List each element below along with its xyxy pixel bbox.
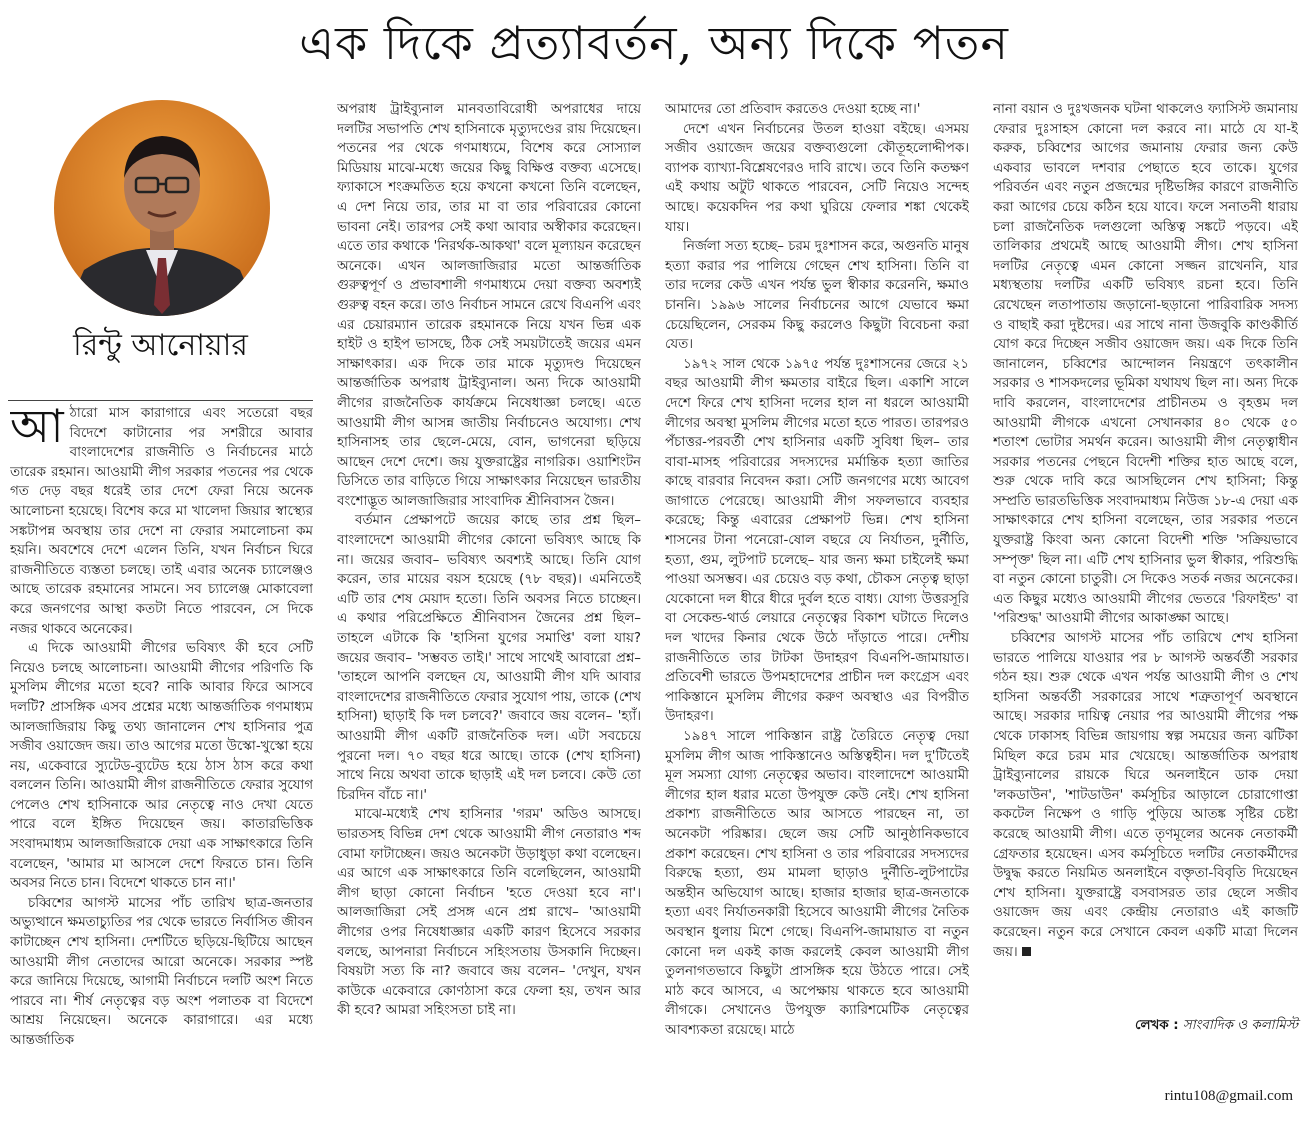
article-column-1 (10, 404, 313, 1114)
author-role-label: লেখক : (1135, 1018, 1179, 1033)
author-credit (993, 1016, 1298, 1036)
article-paragraph: আঠারো মাস কারাগারে এবং সতেরো বছর বিদেশে কাটানোর পর সশরীরে আবার বাংলাদেশের রাজনীতি ও নির্বাচনের মাঠে তারেক রহমান। আওয়ামী লীগ সরকার পতনের পর থেকে গত দেড় বছর ধরেই তার দেশে ফেরা নিয়ে অনেক আলোচনা হয়েছে। বিশেষ করে মা খালেদা জিয়ার স্বাস্থ্যের সঙ্কটাপন্ন অবস্থায় তার দেশে না ফেরার সমালোচনা কম হয়নি। অবশেষে দেশে এলেন তিনি, যখন নির্বাচন ঘিরে রাজনীতিতে ব্যস্ততা চলছে। তাই এবার অনেক চ্যালেঞ্জও আছে তারেক রহমানের সামনে। সব চ্যালেঞ্জ মোকাবেলা করে জনগণের আস্থা কতটা নিতে পারবেন, সে দিকে নজর থাকবে অনেকের। (10, 404, 313, 637)
article-paragraph: দেশে এখন নির্বাচনের উতল হাওয়া বইছে। এসময় সজীব ওয়াজেদ জয়ের বক্তব্যগুলো কৌতূহলোদ্দীপক। ব্যাপক ব্যাখ্যা-বিশ্লেষণেরও দাবি রাখে। তবে তিনি কতক্ষণ এই কথায় অটুট থাকতে পারবেন, সেটি নিয়েও সন্দেহ আছে। কয়েকদিন পর কথা ঘুরিয়ে ফেলার শঙ্কা থেকেই যায়। (665, 121, 969, 235)
article-paragraph: ১৯৪৭ সালে পাকিস্তান রাষ্ট্র তৈরিতে নেতৃত্ব দেয়া মুসলিম লীগ আজ পাকিস্তানেও অস্তিত্বহীন। দল দু'টিতেই মূল সমস্যা যোগ্য নেতৃত্বের অভাব। বাংলাদেশে আওয়ামী লীগের হাল ধরার মতো উপযুক্ত কেউ নেই। শেখ হাসিনা প্রকাশ্য রাজনীতিতে আর আসতে পারছেন না, তা অনেকটা পরিষ্কার। ছেলে জয় সেটি আনুষ্ঠানিকভাবে প্রকাশ করেছেন। শেখ হাসিনা ও তার পরিবারের সদস্যদের বিরুদ্ধে হত্যা, গুম মামলা ছাড়াও দুর্নীতি-লুটপাটের অন্তহীন অভিযোগ আছে। হাজার হাজার ছাত্র-জনতাকে হত্যা এবং নির্যাতনকারী হিসেবে আওয়ামী লীগের নৈতিক অবস্থান ধুলায় মিশে গেছে। বিএনপি-জামায়াত বা নতুন কোনো দল একই কাজ করলেই কেবল আওয়ামী লীগ তুলনাগতভাবে কিছুটা প্রাসঙ্গিক হয়ে উঠতে পারে। সেই মাঠ কবে আসবে, এ অপেক্ষায় থাকতে হবে আওয়ামী লীগকে। সেখানেও উপযুক্ত ক্যারিশমেটিক নেতৃত্বের আবশ্যকতা রয়েছে। মাঠে (665, 729, 969, 1038)
author-role: সাংবাদিক ও কলামিস্ট (1182, 1018, 1298, 1033)
article-paragraph: মাঝে-মধ্যেই শেখ হাসিনার 'গরম' অডিও আসছে। ভারতসহ বিভিন্ন দেশ থেকে আওয়ামী লীগ নেতারাও শব্দ বোমা ফাটাচ্ছেন। জয়ও অনেকটা উড়াধুড়া কথা বলেছেন। এর আগে এক সাক্ষাৎকারে তিনি বলেছিলেন, আওয়ামী লীগ ছাড়া কোনো নির্বাচন 'হতে দেওয়া হবে না'। আলজাজিরা সেই প্রসঙ্গ এনে প্রশ্ন রাখে– 'আওয়ামী লীগের ওপর নিষেধাজ্ঞার একটি কারণ হিসেবে সরকার বলছে, আপনারা নির্বাচনে সহিংসতায় উসকানি দিচ্ছেন। বিষয়টা সত্য কি না? জবাবে জয় বলেন– 'দেখুন, যখন কাউকে একেবারে কোণঠাসা করে ফেলা হয়, তখন আর কী হবে? আমরা সহিংসতা চাই না। (337, 807, 641, 1019)
article-paragraph: ১৯৭২ সাল থেকে ১৯৭৫ পর্যন্ত দুঃশাসনের জেরে ২১ বছর আওয়ামী লীগ ক্ষমতার বাইরে ছিল। একাশি সালে দেশে ফিরে শেখ হাসিনা দলের হাল না ধরলে আওয়ামী লীগের অবস্থা মুসলিম লীগের মতো হতে পারত। তারপরও পঁচাত্তর-পরবর্তী শেখ হাসিনার একটি সুবিধা ছিল– তার বাবা-মাসহ পরিবারের সদস্যদের মর্মান্তিক হত্যা জাতির কাছে বারবার নিবেদন করা। সেটি জনগণের মধ্যে আবেগ জাগাতে পেরেছে। আওয়ামী লীগ সফলভাবে ব্যবহার করেছে; কিন্তু এবারের প্রেক্ষাপট ভিন্ন। শেখ হাসিনা শাসনের টানা পনেরো-ষোল বছরে যে নির্যাতন, দুর্নীতি, হত্যা, গুম, লুটপাট চলেছে– যার জন্য ক্ষমা চাইলেই ক্ষমা পাওয়া অসম্ভব। এর চেয়েও বড় কথা, চৌকস নেতৃত্ব ছাড়া যেকোনো দল ধীরে ধীরে দুর্বল হতে বাধ্য। যোগ্য উত্তরসূরি বা সেকেন্ড-থার্ড লেয়ারে নেতৃত্বের বিকাশ ঘটাতে দিলেও দল খাদের কিনার থেকে উঠে দাঁড়াতে পারে। দেশীয় রাজনীতিতে তার টাটকা উদাহরণ বিএনপি-জামায়াত। প্রতিবেশী ভারতে উপমহাদেশের প্রাচীন দল কংগ্রেস এবং পাকিস্তানে মুসলিম লীগের করুণ অবস্থাও এর বিপরীত উদাহরণ। (665, 356, 969, 725)
article-column-3 (665, 100, 969, 1114)
headline: এক দিকে প্রত্যাবর্তন, অন্য দিকে পতন (299, 16, 1009, 70)
article-paragraph: বর্তমান প্রেক্ষাপটে জয়ের কাছে তার প্রশ্ন ছিল– বাংলাদেশে আওয়ামী লীগের কোনো ভবিষ্যৎ আছে কি না। জয়ের জবাব– ভবিষ্যৎ অবশ্যই আছে। তিনি যোগ করেন, তার মায়ের বয়স হয়েছে (৭৮ বছর)। এমনিতেই এটি তার শেষ মেয়াদ হতো। তিনি অবসর নিতে চাচ্ছেন। এ কথার পরিপ্রেক্ষিতে শ্রীনিবাসন জৈনের প্রশ্ন ছিল– তাহলে এটাকে কি 'হাসিনা যুগের সমাপ্তি' বলা যায়? জয়ের জবাব– 'সম্ভবত তাই।' সাথে সাথেই আবারো প্রশ্ন– 'তাহলে আপনি বলছেন যে, আওয়ামী লীগ যদি আবার বাংলাদেশের রাজনীতিতে ফেরার সুযোগ পায়, তাকে (শেখ হাসিনা) ছাড়াই কি দল চলবে?' জবাবে জয় বলেন– 'হ্যাঁ। আওয়ামী লীগ একটি রাজনৈতিক দল। এটা সবচেয়ে পুরনো দল। ৭০ বছর ধরে আছে। তাকে (শেখ হাসিনা) সাথে নিয়ে অথবা তাকে ছাড়াই এই দল চলবে। কেউ তো চিরদিন বাঁচে না।' (337, 513, 641, 803)
author-name: রিন্টু আনোয়ার (73, 328, 248, 363)
author-box (8, 88, 313, 401)
article-paragraph: এ দিকে আওয়ামী লীগের ভবিষ্যৎ কী হবে সেটি নিয়েও চলছে আলোচনা। আওয়ামী লীগের পরিণতি কি মুসলিম লীগের মতো হবে? নাকি আবার ফিরে আসবে দলটি? প্রাসঙ্গিক এসব প্রশ্নের মধ্যে আন্তর্জাতিক গণমাধ্যম আলজাজিরায় কিছু তথ্য জানালেন শেখ হাসিনার পুত্র সজীব ওয়াজেদ জয়। তাও আগের মতো উস্কো-খুস্কো হয়ে নয়, একেবারে স্যুটেড-ব্যুটেড হয়ে ঠাস ঠাস করে কথা বললেন তিনি। আওয়ামী লীগ রাজনীতিতে ফেরার সুযোগ পেলেও শেখ হাসিনাকে আর নেতৃত্বে নাও দেখা যেতে পারে বলে ইঙ্গিত দিয়েছেন জয়। কাতারভিত্তিক সংবাদমাধ্যম আলজাজিরাকে দেয়া এক সাক্ষাৎকারে তিনি বলেছেন, 'আমার মা আসলে দেশে ফিরতে চান। তিনি অবসর নিতে চান। বিদেশে থাকতে চান না।' (10, 641, 313, 892)
dropcap: আ (10, 404, 64, 453)
article-paragraph: নির্জলা সত্য হচ্ছে– চরম দুঃশাসন করে, অগুনতি মানুষ হত্যা করার পর পালিয়ে গেছেন শেখ হাসিনা। তিনি বা তার দলের কেউ এখন পর্যন্ত ভুল স্বীকার করেননি, ক্ষমাও চাননি। ১৯৯৬ সালের নির্বাচনের আগে যেভাবে ক্ষমা চেয়েছিলেন, সেরকম কিছু করলেও কিছুটা বিবেচনা করা যেত। (665, 239, 969, 353)
article-paragraph: চব্বিশের আগস্ট মাসের পাঁচ তারিখে শেখ হাসিনা ভারতে পালিয়ে যাওয়ার পর ৮ আগস্ট অন্তর্বর্তী সরকার গঠন হয়। শুরু থেকে এখন পর্যন্ত আওয়ামী লীগ ও শেখ হাসিনা অন্তর্বর্তী সরকারের সাথে শত্রুতাপূর্ণ অবস্থানে আছে। সরকার দায়িত্ব নেয়ার পর আওয়ামী লীগের পক্ষ থেকে ঢাকাসহ বিভিন্ন জায়গায় স্বল্প সময়ের জন্য ঝটিকা মিছিল করে চরম মার খেয়েছে। আন্তর্জাতিক অপরাধ ট্রাইব্যুনালের রায়কে ঘিরে অনলাইনে ডাক দেয়া 'লকডাউন', 'শাটডাউন' কর্মসূচির আড়ালে চোরাগোপ্তা ককটেল নিক্ষেপ ও গাড়ি পুড়িয়ে আতঙ্ক সৃষ্টির চেষ্টা করেছে আওয়ামী লীগ। এতে তৃণমূলের অনেক নেতাকর্মী গ্রেফতার হয়েছেন। এসব কর্মসূচিতে দলটির নেতাকর্মীদের উদ্বুদ্ধ করতে নিয়মিত অনলাইনে বক্তৃতা-বিবৃতি দিয়েছেন শেখ হাসিনা। যুক্তরাষ্ট্রে বসবাসরত তার ছেলে সজীব ওয়াজেদ জয় এবং কেন্দ্রীয় নেতারাও এই কাজটি করেছেন। নতুন করে সেখানে কেবল একটি মাত্রা দিলেন জয়। (993, 631, 1298, 960)
article-paragraph: নানা বয়ান ও দুঃখজনক ঘটনা থাকলেও ফ্যাসিস্ট জমানায় ফেরার দুঃসাহস কোনো দল করবে না। মাঠে যে যা-ই করুক, চব্বিশের আগের জমানায় ফেরার জন্য কেউ একবার ভাবলে দশবার পেছাতে হবে তাকে। যুগের পরিবর্তন এবং নতুন প্রজন্মের দৃষ্টিভঙ্গির কারণে রাজনীতি করা আগের চেয়ে কঠিন হয়ে যাবে। ফলে সনাতনী ধারায় চলা রাজনৈতিক দলগুলো অস্তিত্ব সঙ্কটে পড়বে। এই তালিকার প্রথমেই আছে আওয়ামী লীগ। শেখ হাসিনা দলটির নেতৃত্বে এমন কোনো সজ্জন রাখেননি, যার মধ্যস্থতায় দলটির একটি ভবিষ্যৎ রচনা হবে। তিনি রেখেছেন লতাপাতায় জড়ানো-ছড়ানো পারিবারিক সদস্য ও বাছাই করা দুষ্টদের। এর সাথে নানা উজবুকি কাণ্ডকীর্তি যোগ করে দিচ্ছেন সজীব ওয়াজেদ জয়। এক দিকে তিনি জানালেন, চব্বিশের আন্দোলন নিয়ন্ত্রণে তৎকালীন সরকার ও শাসকদলের ভূমিকা যথাযথ ছিল না। অন্য দিকে দাবি করলেন, বাংলাদেশের প্রাচীনতম ও বৃহত্তম দল আওয়ামী লীগকে এখনো সেখানকার ৪০ থেকে ৫০ শতাংশ ভোটার সমর্থন করেন। আওয়ামী লীগ নেতৃত্বাধীন সরকার পতনের পেছনে বিদেশী শক্তির হাত আছে বলে, শুরু থেকে দাবি করে আসছিলেন শেখ হাসিনা; কিন্তু সম্প্রতি ভারতভিত্তিক সংবাদমাধ্যম নিউজ ১৮-এ দেয়া এক সাক্ষাৎকারে শেখ হাসিনা বলেছেন, তার সরকার পতনে যুক্তরাষ্ট্র কিংবা অন্য কোনো বিদেশী শক্তি 'সক্রিয়ভাবে সম্পৃক্ত' ছিল না। এটি শেখ হাসিনার ভুল স্বীকার, পরিশুদ্ধি বা নতুন কোনো চাতুরী। সে দিকেও সতর্ক নজর অনেকের। এত কিছুর মধ্যেও আওয়ামী লীগের ভেতরে 'রিফাইন্ড' বা 'পরিশুদ্ধ' আওয়ামী লীগের আকাঙ্ক্ষা আছে। (993, 102, 1298, 627)
author-photo (54, 100, 270, 316)
article-paragraph: আমাদের তো প্রতিবাদ করতেও দেওয়া হচ্ছে না।' (665, 102, 921, 117)
end-mark-icon (1022, 947, 1031, 956)
article-column-2 (337, 100, 641, 1114)
article-paragraph: অপরাধ ট্রাইব্যুনাল মানবতাবিরোধী অপরাধের দায়ে দলটির সভাপতি শেখ হাসিনাকে মৃত্যুদণ্ডের রায় দিয়েছেন। পতনের পর থেকে গণমাধ্যমে, বিশেষ করে সোস্যাল মিডিয়ায় মাঝে-মধ্যে জয়ের কিছু বিক্ষিপ্ত বক্তব্য এসেছে। ফ্যাকাসে শংক্রমতিত হয়ে কখনো কখনো তিনি বলেছেন, এ দেশ নিয়ে তার, তার মা বা তার পরিবারের কোনো ভাবনা নেই। তারপর সেই কথা আবার অস্বীকার করেছেন। এতে তার কথাকে 'নিরর্থক-আকথা' বলে মূল্যায়ন করেছেন অনেকে। এখন আলজাজিরার মতো আন্তর্জাতিক গুরুত্বপূর্ণ ও প্রভাবশালী গণমাধ্যমে দেয়া বক্তব্য অবশ্যই গুরুত্ব বহন করে। তাও নির্বাচন সামনে রেখে বিএনপি এবং এর চেয়ারম্যান তারেক রহমানকে নিয়ে যখন ভিন্ন এক হাইট ও হাইপ ভাসছে, ঠিক সেই সময়টাতেই জয়ের এমন সাক্ষাৎকার। এক দিকে তার মাকে মৃত্যুদণ্ড দিয়েছেন আন্তর্জাতিক অপরাধ ট্রাইব্যুনাল। অন্য দিকে আওয়ামী লীগের রাজনৈতিক কার্যক্রমে নিষেধাজ্ঞা চলছে। এতে আওয়ামী লীগ আসন্ন জাতীয় নির্বাচনেও অযোগ্য। শেখ হাসিনাসহ তার ছেলে-মেয়ে, বোন, ভাগনেরা ছড়িয়ে আছেন দেশে দেশে। জয় যুক্তরাষ্ট্রের নাগরিক। ওয়াশিংটন ডিসিতে তার বাড়িতে গিয়ে সাক্ষাৎকার নিয়েছেন ভারতীয় বংশোদ্ভূত আলজাজিরার সাংবাদিক শ্রীনিবাসন জৈন। (337, 102, 641, 509)
article-column-4 (993, 100, 1298, 1012)
author-email[interactable]: rintu108@gmail.com (1164, 1088, 1293, 1104)
article-paragraph: চব্বিশের আগস্ট মাসের পাঁচ তারিখ ছাত্র-জনতার অভ্যুত্থানে ক্ষমতাচ্যুতির পর থেকে ভারতে নির্বাসিত জীবন কাটাচ্ছেন শেখ হাসিনা। দেশটিতে ছড়িয়ে-ছিটিয়ে আছেন আওয়ামী লীগ নেতাদের আরো অনেকে। সরকার স্পষ্ট করে জানিয়ে দিয়েছে, আগামী নির্বাচনে দলটি অংশ নিতে পারবে না। শীর্ষ নেতৃত্বের বড় অংশ পলাতক বা বিদেশে আশ্রয় নিয়েছেন। অনেকে কারাগারে। এর মধ্যে আন্তর্জাতিক (10, 895, 313, 1048)
